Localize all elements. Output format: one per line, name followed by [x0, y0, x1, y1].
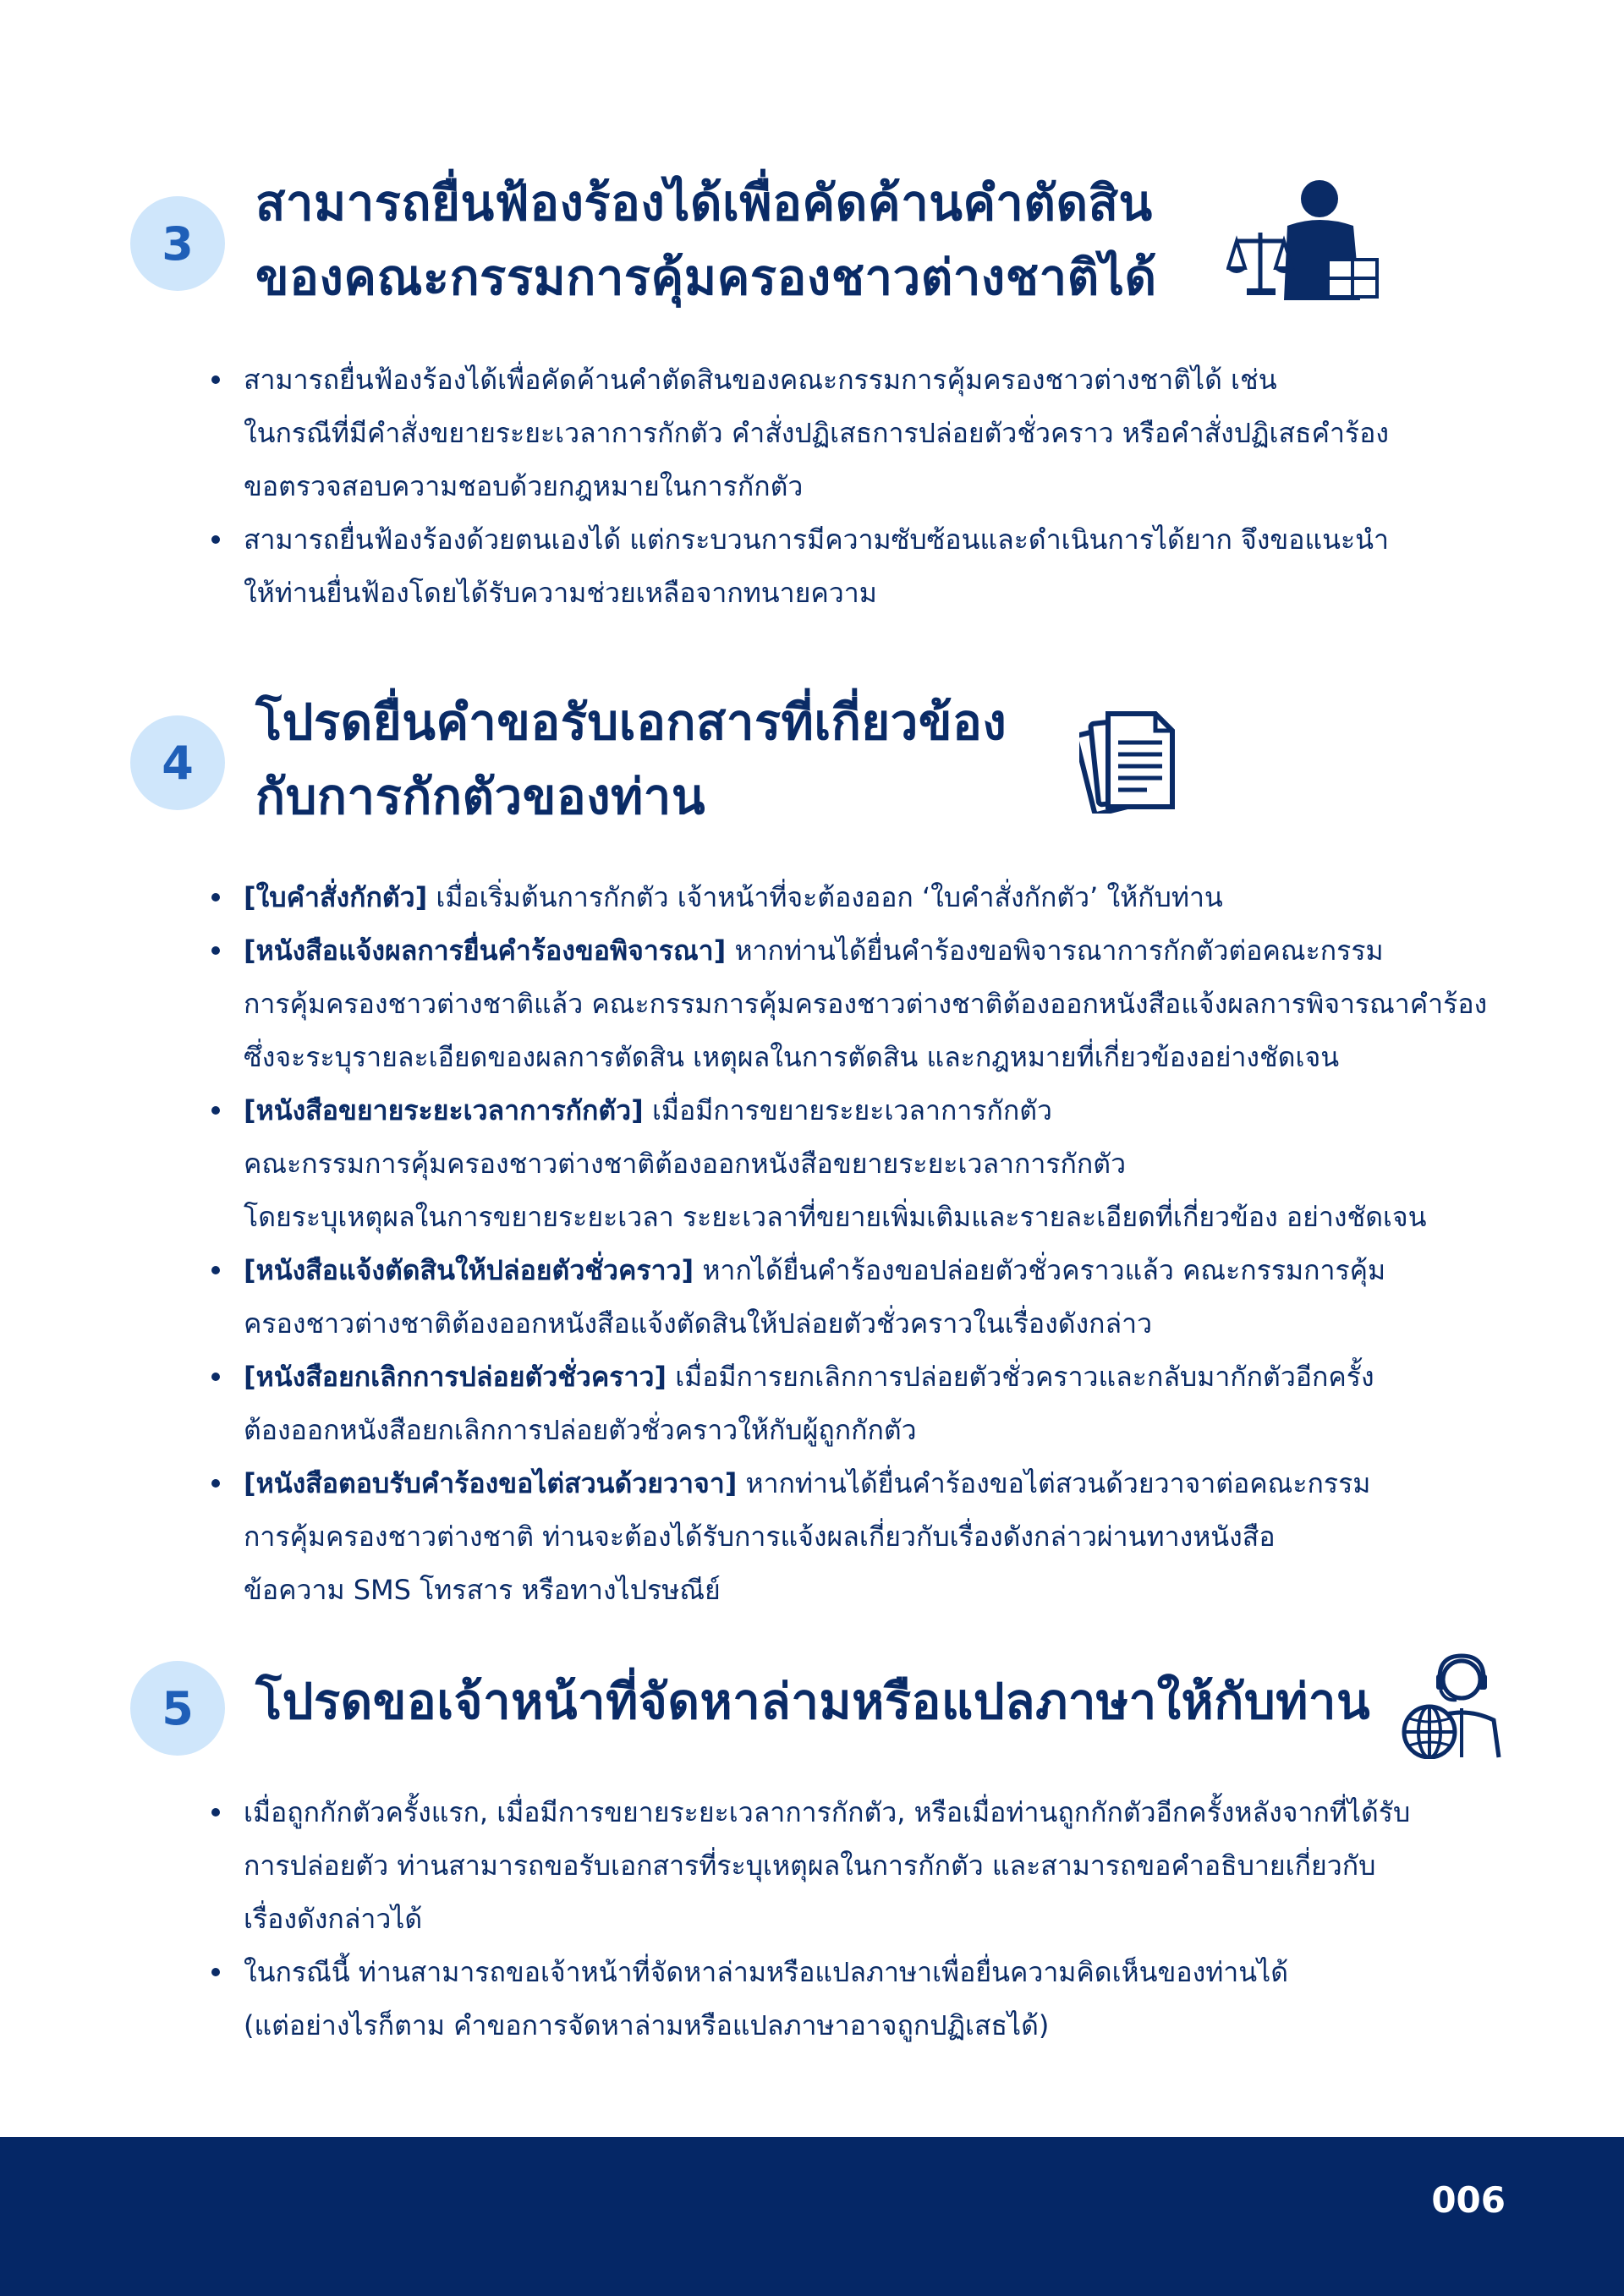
list-item-line: เมื่อถูกกักตัวครั้งแรก, เมื่อมีการขยายระยะเวลาการกักตัว, หรือเมื่อท่านถูกกักตัวอีกครั้งหลังจากที่ได้รับ — [244, 1796, 1411, 1828]
list-item-line: ซึ่งจะระบุรายละเอียดของผลการตัดสิน เหตุผลในการตัดสิน และกฎหมายที่เกี่ยวข้องอย่างชัดเจน — [244, 1041, 1340, 1073]
heading-line: กับการกักตัวของท่าน — [255, 768, 705, 825]
bullet-dot — [211, 1808, 220, 1817]
list-item-text: เมื่อมีการยกเลิกการปล่อยตัวชั่วคราวและกลับมากักตัวอีกครั้ง — [667, 1361, 1374, 1393]
list-item-line: ครองชาวต่างชาติต้องออกหนังสือแจ้งตัดสินให้ปล่อยตัวชั่วคราวในเรื่องดังกล่าว — [244, 1307, 1153, 1340]
list-item — [244, 1946, 1410, 2052]
document-name: [หนังสือขยายระยะเวลาการกักตัว] — [244, 1094, 644, 1126]
list-item-line: คณะกรรมการคุ้มครองชาวต่างชาติต้องออกหนังสือขยายระยะเวลาการกักตัว — [244, 1148, 1127, 1180]
heading-line: สามารถยื่นฟ้องร้องได้เพื่อคัดค้านคำตัดสิน — [255, 174, 1153, 232]
document-name: [หนังสือแจ้งผลการยื่นคำร้องขอพิจารณา] — [244, 934, 727, 967]
document-name: [หนังสือแจ้งตัดสินให้ปล่อยตัวชั่วคราว] — [244, 1254, 694, 1286]
list-item-text: เมื่อมีการขยายระยะเวลาการกักตัว — [643, 1094, 1052, 1126]
document-name: [หนังสือยกเลิกการปล่อยตัวชั่วคราว] — [244, 1361, 667, 1393]
list-item-text: เมื่อเริ่มต้นการกักตัว เจ้าหน้าที่จะต้องออก ‘ใบคำสั่งกักตัว’ ให้กับท่าน — [427, 881, 1223, 913]
list-item — [244, 1786, 1410, 1946]
list-item-line: ขอตรวจสอบความชอบด้วยกฎหมายในการกักตัว — [244, 470, 804, 502]
section-heading — [255, 1664, 1370, 1739]
page-footer — [0, 2137, 1624, 2296]
bullet-dot — [211, 1968, 220, 1976]
page-number: 006 — [1431, 2179, 1506, 2221]
heading-line: โปรดยื่นคำขอรับเอกสารที่เกี่ยวข้อง — [255, 693, 1007, 751]
document-name: [ใบคำสั่งกักตัว] — [244, 881, 428, 913]
document-name: [หนังสือตอบรับคำร้องขอไต่สวนด้วยวาจา] — [244, 1467, 738, 1499]
list-item-text: หากท่านได้ยื่นคำร้องขอไต่สวนด้วยวาจาต่อคณะกรรม — [737, 1467, 1371, 1499]
list-item-line: การคุ้มครองชาวต่างชาติแล้ว คณะกรรมการคุ้มครองชาวต่างชาติต้องออกหนังสือแจ้งผลการพิจารณาคำร้อง — [244, 988, 1488, 1020]
list-item-line: การคุ้มครองชาวต่างชาติ ท่านจะต้องได้รับการแจ้งผลเกี่ยวกับเรื่องดังกล่าวผ่านทางหนังสือ — [244, 1521, 1276, 1553]
list-item-line: สามารถยื่นฟ้องร้องด้วยตนเองได้ แต่กระบวนการมีความซับซ้อนและดำเนินการได้ยาก จึงขอแนะนำ — [244, 523, 1390, 556]
list-item-text: หากได้ยื่นคำร้องขอปล่อยตัวชั่วคราวแล้ว คณะกรรมการคุ้ม — [694, 1254, 1386, 1286]
list-item-line: ข้อความ SMS โทรสาร หรือทางไปรษณีย์ — [244, 1574, 721, 1606]
list-item-line: สามารถยื่นฟ้องร้องได้เพื่อคัดค้านคำตัดสินของคณะกรรมการคุ้มครองชาวต่างชาติได้ เช่น — [244, 364, 1277, 396]
list-item-line: (แต่อย่างไรก็ตาม คำขอการจัดหาล่ามหรือแปลภาษาอาจถูกปฏิเสธได้) — [244, 2009, 1050, 2041]
list-item-line: เรื่องดังกล่าวได้ — [244, 1903, 423, 1935]
list-item-line: โดยระบุเหตุผลในการขยายระยะเวลา ระยะเวลาที่ขยายเพิ่มเติมและรายละเอียดที่เกี่ยวข้อง อย่างชัดเจน — [244, 1201, 1427, 1233]
section-number-badge: 5 — [130, 1661, 225, 1756]
heading-line: ของคณะกรรมการคุ้มครองชาวต่างชาติได้ — [255, 249, 1157, 306]
list-item-line: ในกรณีที่มีคำสั่งขยายระยะเวลาการกักตัว คำสั่งปฏิเสธการปล่อยตัวชั่วคราว หรือคำสั่งปฏิเสธคำร้อง — [244, 417, 1389, 449]
section-number-badge: 4 — [130, 715, 225, 810]
section-5-bullet-list — [244, 1786, 1410, 2052]
list-item-text: หากท่านได้ยื่นคำร้องขอพิจารณาการกักตัวต่อคณะกรรม — [726, 934, 1384, 967]
interpreter-headset-icon — [1401, 1651, 1507, 1759]
list-item-line: ต้องออกหนังสือยกเลิกการปล่อยตัวชั่วคราวให้กับผู้ถูกกักตัว — [244, 1414, 917, 1446]
list-item-line: ให้ท่านยื่นฟ้องโดยได้รับความช่วยเหลือจากทนายความ — [244, 577, 877, 609]
heading-line: โปรดขอเจ้าหน้าที่จัดหาล่ามหรือแปลภาษาให้กับท่าน — [255, 1673, 1371, 1730]
list-item-line: ในกรณีนี้ ท่านสามารถขอเจ้าหน้าที่จัดหาล่ามหรือแปลภาษาเพื่อยื่นความคิดเห็นของท่านได้ — [244, 1956, 1289, 1988]
list-item-line: การปล่อยตัว ท่านสามารถขอรับเอกสารที่ระบุเหตุผลในการกักตัว และสามารถขอคำอธิบายเกี่ยวกับ — [244, 1849, 1376, 1882]
section-number-badge: 3 — [130, 196, 225, 291]
